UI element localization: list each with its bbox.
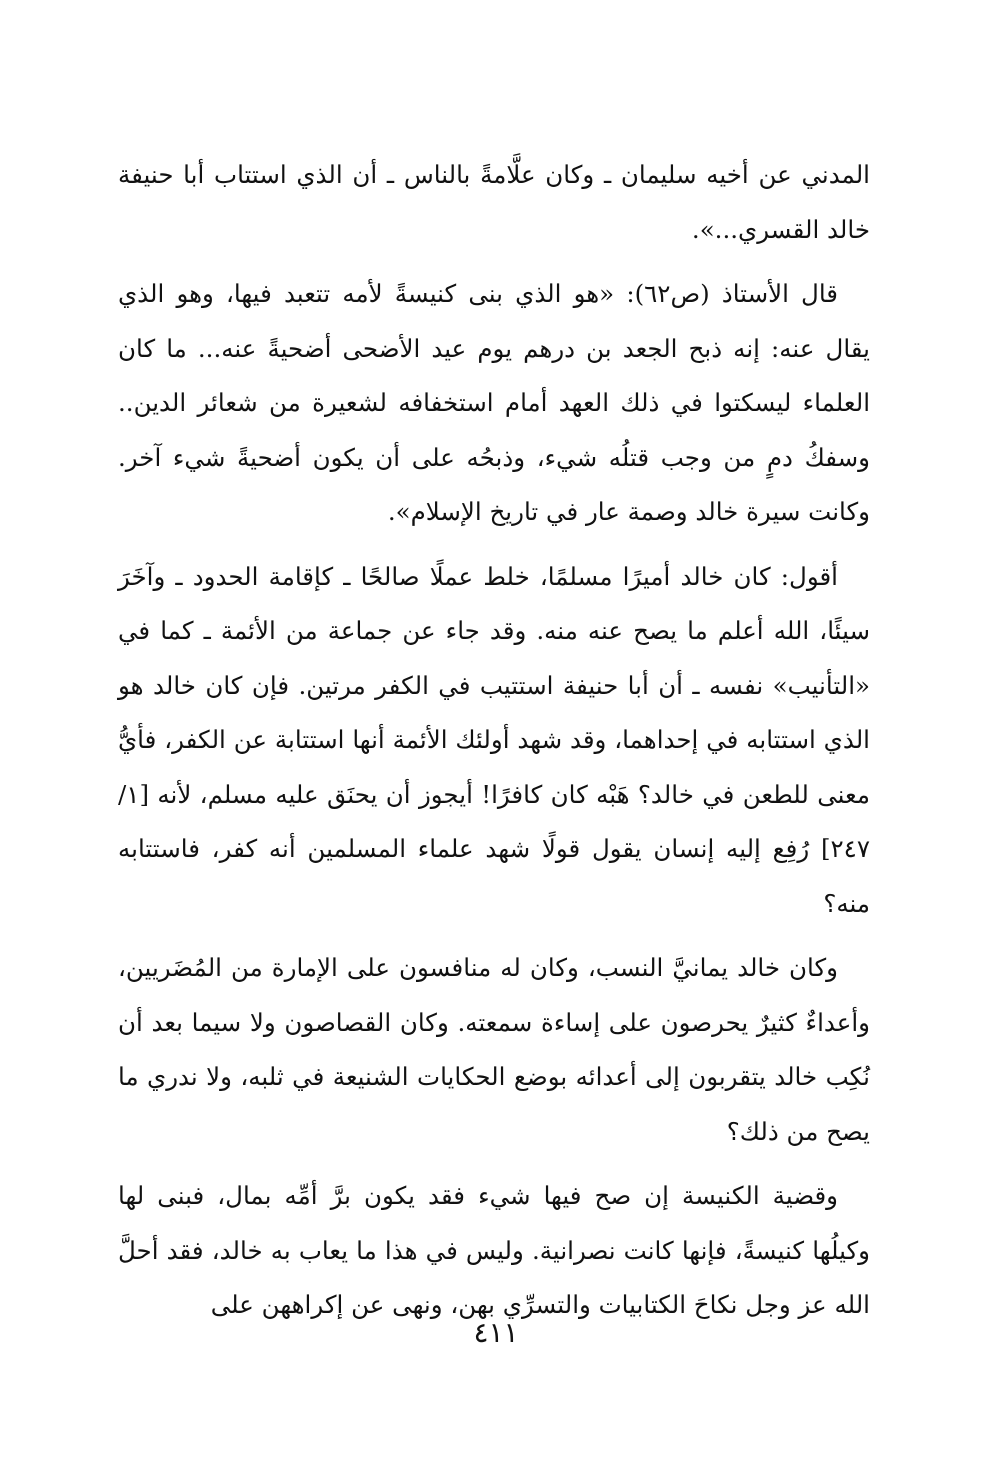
paragraph-quote-ustadh: قال الأستاذ (ص٦٢): «هو الذي بنى كنيسةً لأمه تتعبد فيها، وهو الذي يقال عنه: إنه ذبح الجعد بن درهم يوم عيد الأضحى أضحيةً عنه... ما كان العلماء ليسكتوا في ذلك العهد أمام استخفافه لشعيرة من شعائر الدين.. وسفكُ دمٍ من وجب قتلُه شيء، وذبحُه على أن يكون أضحيةً شيء آخر. وكانت سيرة خالد وصمة عار في تاريخ الإسلام». <box>118 279 870 526</box>
body-text <box>118 148 870 1333</box>
paragraph-continuation: المدني عن أخيه سليمان ـ وكان علَّامةً بالناس ـ أن الذي استتاب أبا حنيفة خالد القسري...». <box>118 160 870 244</box>
paragraph-church-issue: وقضية الكنيسة إن صح فيها شيء فقد يكون برَّ أمِّه بمال، فبنى لها وكيلُها كنيسةً، فإنها كانت نصرانية. وليس في هذا ما يعاب به خالد، فقد أحلَّ الله عز وجل نكاحَ الكتابيات والتسرِّي بهن، ونهى عن إكراههن على <box>118 1181 870 1319</box>
paragraph-response: أقول: كان خالد أميرًا مسلمًا، خلط عملًا صالحًا ـ كإقامة الحدود ـ وآخَرَ سيئًا، الله أعلم ما يصح عنه منه. وقد جاء عن جماعة من الأئمة ـ كما في «التأنيب» نفسه ـ أن أبا حنيفة استتيب في الكفر مرتين. فإن كان خالد هو الذي استتابه في إحداهما، وقد شهد أولئك الأئمة أنها استتابة عن الكفر، فأيُّ معنى للطعن في خالد؟ هَبْه كان كافرًا! أيجوز أن يحنَق عليه مسلم، لأنه [١/ ٢٤٧] رُفِع إليه إنسان يقول قولًا شهد علماء المسلمين أنه كفر، فاستتابه منه؟ <box>118 561 870 918</box>
paragraph-lineage: وكان خالد يمانيَّ النسب، وكان له منافسون على الإمارة من المُضَريين، وأعداءٌ كثيرٌ يحرصون على إساءة سمعته. وكان القصاصون ولا سيما بعد أن نُكِب خالد يتقربون إلى أعدائه بوضع الحكايات الشنيعة في ثلبه، ولا ندري ما يصح من ذلك؟ <box>118 953 870 1146</box>
page-number: ٤١١ <box>473 1316 519 1349</box>
